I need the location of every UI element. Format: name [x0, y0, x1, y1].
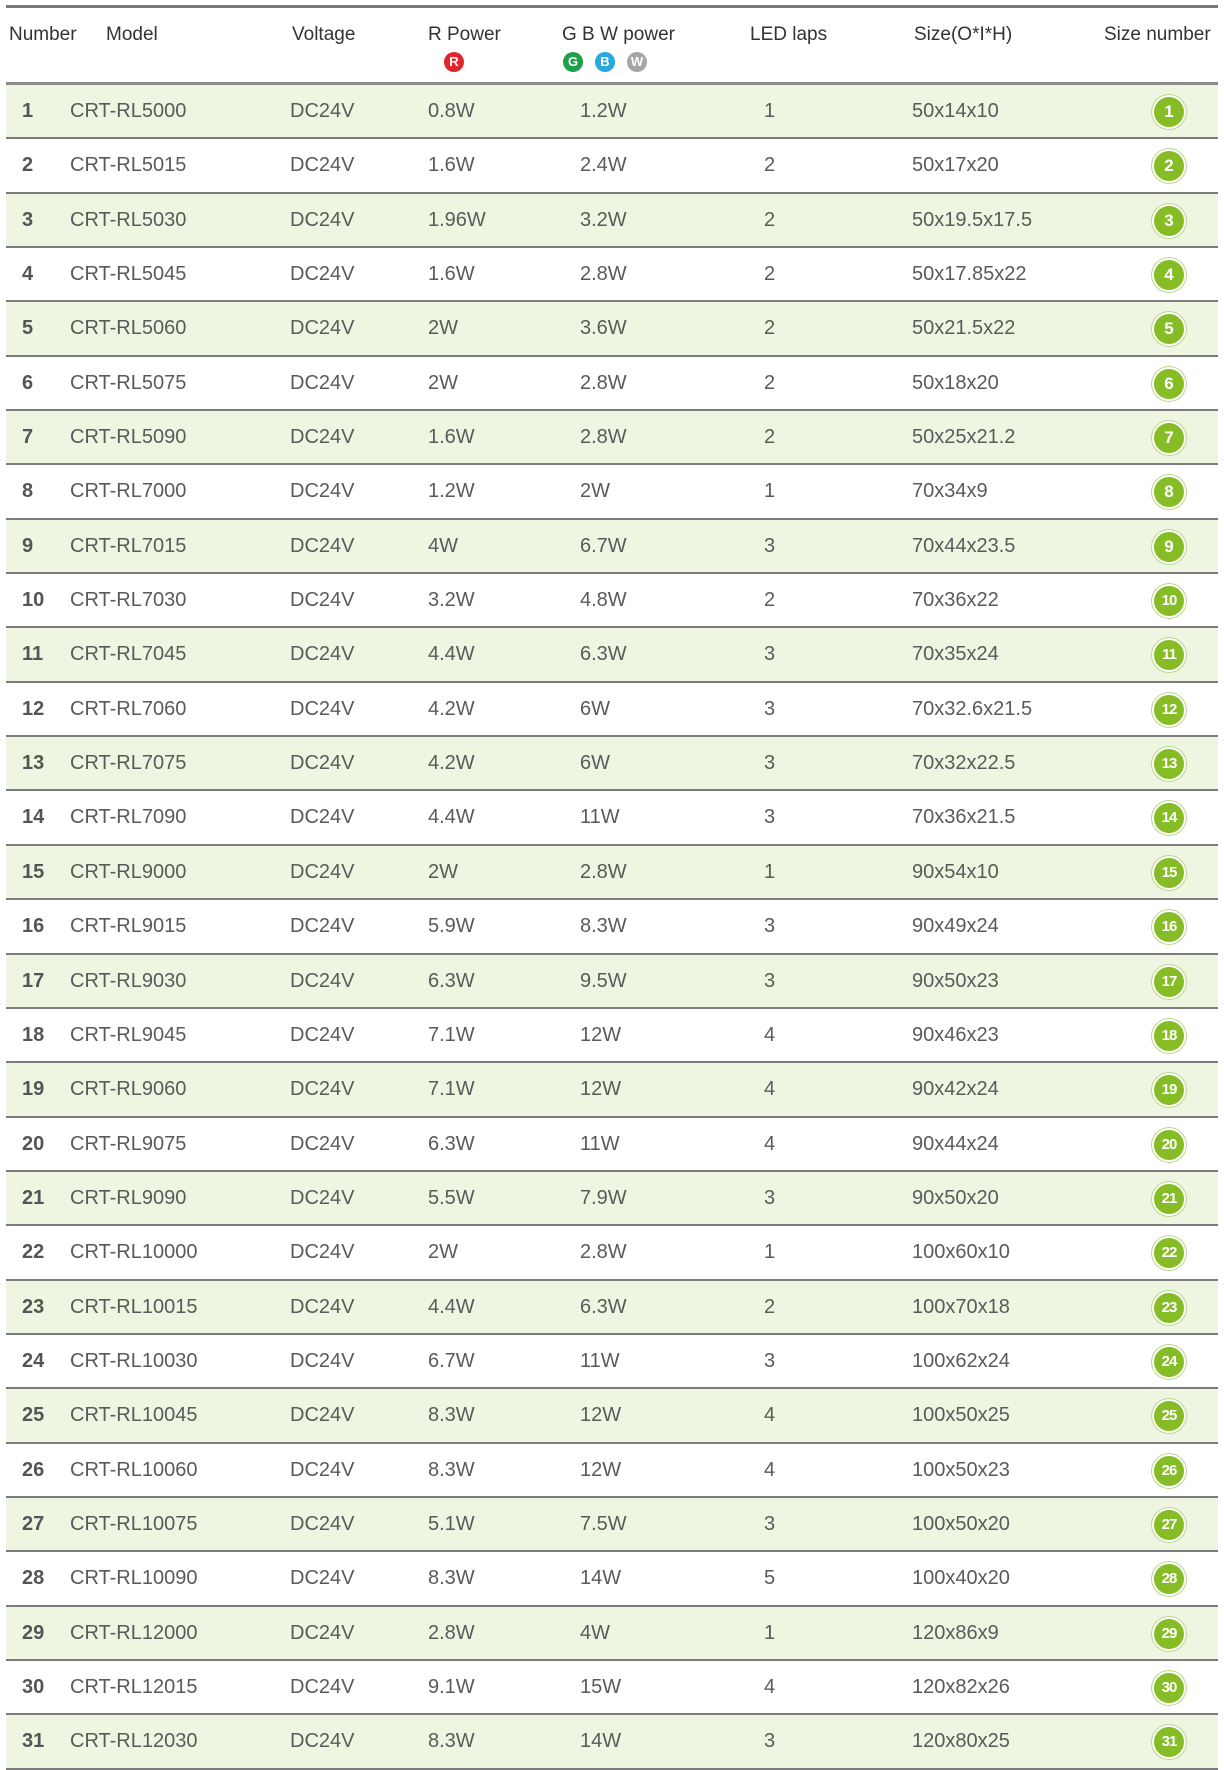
size-number-badge: 12: [1154, 695, 1184, 725]
row-model: CRT-RL10015: [70, 1295, 198, 1318]
row-led-laps: 3: [764, 643, 776, 666]
row-number: 22: [22, 1241, 45, 1264]
row-size: 70x35x24: [912, 643, 999, 666]
table-row: [6, 1226, 1218, 1280]
size-number-badge: 6: [1154, 369, 1184, 399]
size-number-badge: 8: [1154, 477, 1184, 507]
row-led-laps: 2: [764, 371, 776, 394]
table-row: [6, 1118, 1218, 1172]
blue-led-icon: B: [595, 52, 615, 72]
row-model: CRT-RL10060: [70, 1458, 198, 1481]
red-led-icon: R: [444, 52, 464, 72]
size-number-badge: 11: [1154, 640, 1184, 670]
row-size: 70x36x21.5: [912, 806, 1016, 829]
row-model: CRT-RL10045: [70, 1404, 198, 1427]
table-row: [6, 900, 1218, 954]
row-size: 100x62x24: [912, 1349, 1010, 1372]
row-gbw-power: 11W: [580, 1349, 620, 1372]
row-gbw-power: 6.3W: [580, 1295, 627, 1318]
row-model: CRT-RL10030: [70, 1349, 198, 1372]
row-voltage: DC24V: [290, 697, 355, 720]
table-row: [6, 574, 1218, 628]
row-led-laps: 4: [764, 1458, 776, 1481]
row-size: 70x36x22: [912, 589, 999, 612]
row-voltage: DC24V: [290, 1512, 355, 1535]
row-model: CRT-RL9060: [70, 1078, 187, 1101]
row-gbw-power: 2.8W: [580, 371, 627, 394]
header-gbw-power: G B W power: [562, 24, 675, 45]
row-number: 10: [22, 589, 45, 612]
row-gbw-power: 11W: [580, 1132, 620, 1155]
row-r-power: 3.2W: [428, 589, 475, 612]
row-led-laps: 4: [764, 1404, 776, 1427]
size-number-badge: 30: [1154, 1673, 1184, 1703]
row-r-power: 8.3W: [428, 1730, 475, 1753]
row-r-power: 7.1W: [428, 1078, 475, 1101]
row-voltage: DC24V: [290, 860, 355, 883]
size-number-badge: 29: [1154, 1619, 1184, 1649]
row-led-laps: 3: [764, 1186, 776, 1209]
size-number-badge: 27: [1154, 1510, 1184, 1540]
row-size: 50x17x20: [912, 154, 999, 177]
row-r-power: 1.6W: [428, 263, 475, 286]
row-gbw-power: 2.8W: [580, 426, 627, 449]
row-number: 6: [22, 371, 34, 394]
row-led-laps: 2: [764, 426, 776, 449]
table-row: [6, 1552, 1218, 1606]
row-size: 90x46x23: [912, 1023, 999, 1046]
table-row: [6, 302, 1218, 356]
row-r-power: 2W: [428, 860, 458, 883]
table-row: [6, 683, 1218, 737]
size-number-badge: 4: [1154, 260, 1184, 290]
row-model: CRT-RL9030: [70, 969, 187, 992]
row-voltage: DC24V: [290, 1730, 355, 1753]
size-number-badge: 24: [1154, 1347, 1184, 1377]
row-size: 50x17.85x22: [912, 263, 1027, 286]
row-number: 17: [22, 969, 45, 992]
row-voltage: DC24V: [290, 534, 355, 557]
row-voltage: DC24V: [290, 1404, 355, 1427]
row-gbw-power: 9.5W: [580, 969, 627, 992]
row-r-power: 1.96W: [428, 208, 486, 231]
size-number-badge: 10: [1154, 586, 1184, 616]
row-model: CRT-RL9090: [70, 1186, 187, 1209]
row-size: 90x50x20: [912, 1186, 999, 1209]
row-number: 2: [22, 154, 34, 177]
row-r-power: 8.3W: [428, 1458, 475, 1481]
row-r-power: 0.8W: [428, 100, 475, 122]
row-voltage: DC24V: [290, 969, 355, 992]
table-row: [6, 1281, 1218, 1335]
table-row: [6, 1009, 1218, 1063]
row-model: CRT-RL5015: [70, 154, 187, 177]
row-led-laps: 2: [764, 154, 776, 177]
row-led-laps: 3: [764, 534, 776, 557]
row-model: CRT-RL5075: [70, 371, 187, 394]
row-voltage: DC24V: [290, 643, 355, 666]
row-led-laps: 1: [764, 100, 776, 122]
row-led-laps: 1: [764, 860, 776, 883]
size-number-badge: 23: [1154, 1293, 1184, 1323]
row-r-power: 7.1W: [428, 1023, 475, 1046]
row-led-laps: 3: [764, 697, 776, 720]
row-gbw-power: 3.6W: [580, 317, 627, 340]
row-gbw-power: 14W: [580, 1730, 622, 1753]
row-size: 90x54x10: [912, 860, 999, 883]
row-number: 14: [22, 806, 45, 829]
row-gbw-power: 2.8W: [580, 263, 627, 286]
size-number-badge: 14: [1154, 803, 1184, 833]
row-size: 100x60x10: [912, 1241, 1010, 1264]
row-voltage: DC24V: [290, 1132, 355, 1155]
header-model: Model: [106, 24, 158, 45]
header-size: Size(O*I*H): [914, 24, 1013, 45]
row-gbw-power: 2.8W: [580, 860, 627, 883]
table-row: [6, 1335, 1218, 1389]
row-size: 50x21.5x22: [912, 317, 1016, 340]
table-row: [6, 791, 1218, 845]
row-r-power: 2W: [428, 1241, 458, 1264]
row-voltage: DC24V: [290, 1078, 355, 1101]
row-r-power: 2W: [428, 371, 458, 394]
row-voltage: DC24V: [290, 480, 355, 503]
row-number: 20: [22, 1132, 45, 1155]
row-led-laps: 2: [764, 589, 776, 612]
row-model: CRT-RL9075: [70, 1132, 187, 1155]
row-r-power: 5.1W: [428, 1512, 475, 1535]
row-model: CRT-RL5045: [70, 263, 187, 286]
row-gbw-power: 2W: [580, 480, 610, 503]
row-voltage: DC24V: [290, 806, 355, 829]
row-gbw-power: 7.9W: [580, 1186, 627, 1209]
row-r-power: 1.6W: [428, 154, 475, 177]
row-led-laps: 1: [764, 480, 776, 503]
row-size: 50x19.5x17.5: [912, 208, 1033, 231]
table-row: [6, 520, 1218, 574]
white-led-icon: W: [627, 52, 647, 72]
row-r-power: 5.5W: [428, 1186, 475, 1209]
size-number-badge: 20: [1154, 1130, 1184, 1160]
table-row: [6, 85, 1218, 139]
row-r-power: 2W: [428, 317, 458, 340]
row-led-laps: 3: [764, 915, 776, 938]
row-r-power: 4.4W: [428, 643, 475, 666]
row-gbw-power: 12W: [580, 1458, 622, 1481]
row-led-laps: 3: [764, 969, 776, 992]
row-size: 70x44x23.5: [912, 534, 1016, 557]
row-r-power: 6.3W: [428, 1132, 475, 1155]
size-number-badge: 9: [1154, 532, 1184, 562]
row-size: 50x25x21.2: [912, 426, 1016, 449]
row-led-laps: 2: [764, 263, 776, 286]
row-size: 90x42x24: [912, 1078, 999, 1101]
size-number-badge: 21: [1154, 1184, 1184, 1214]
row-gbw-power: 6W: [580, 697, 610, 720]
row-gbw-power: 11W: [580, 806, 620, 829]
row-model: CRT-RL10090: [70, 1567, 198, 1590]
size-number-badge: 19: [1154, 1075, 1184, 1105]
row-gbw-power: 4W: [580, 1621, 610, 1644]
row-number: 21: [22, 1186, 45, 1209]
row-led-laps: 3: [764, 1512, 776, 1535]
table-row: [6, 1715, 1218, 1769]
row-size: 120x82x26: [912, 1675, 1010, 1698]
row-gbw-power: 2.8W: [580, 1241, 627, 1264]
header-size-number: Size number: [1104, 24, 1211, 45]
row-voltage: DC24V: [290, 426, 355, 449]
table-row: [6, 1063, 1218, 1117]
row-model: CRT-RL9045: [70, 1023, 187, 1046]
row-size: 100x70x18: [912, 1295, 1010, 1318]
row-led-laps: 2: [764, 317, 776, 340]
row-voltage: DC24V: [290, 263, 355, 286]
table-body: [6, 85, 1218, 1770]
table-row: [6, 1498, 1218, 1552]
row-model: CRT-RL12015: [70, 1675, 198, 1698]
row-number: 7: [22, 426, 34, 449]
table-row: [6, 248, 1218, 302]
table-row: [6, 194, 1218, 248]
table-row: [6, 846, 1218, 900]
row-number: 19: [22, 1078, 45, 1101]
row-r-power: 6.3W: [428, 969, 475, 992]
row-voltage: DC24V: [290, 1241, 355, 1264]
row-r-power: 6.7W: [428, 1349, 475, 1372]
row-led-laps: 2: [764, 1295, 776, 1318]
row-voltage: DC24V: [290, 371, 355, 394]
header-r-power: R Power: [428, 24, 501, 45]
row-r-power: 1.2W: [428, 480, 475, 503]
header-number: Number: [9, 24, 77, 45]
row-number: 25: [22, 1404, 45, 1427]
row-number: 27: [22, 1512, 45, 1535]
row-number: 24: [22, 1349, 45, 1372]
row-led-laps: 1: [764, 1241, 776, 1264]
row-number: 26: [22, 1458, 45, 1481]
row-voltage: DC24V: [290, 100, 355, 122]
size-number-badge: 13: [1154, 749, 1184, 779]
row-size: 120x86x9: [912, 1621, 999, 1644]
row-model: CRT-RL7000: [70, 480, 187, 503]
row-number: 18: [22, 1023, 45, 1046]
size-number-badge: 3: [1154, 206, 1184, 236]
table-row: [6, 411, 1218, 465]
row-r-power: 1.6W: [428, 426, 475, 449]
size-number-badge: 18: [1154, 1021, 1184, 1051]
size-number-badge: 1: [1154, 97, 1184, 127]
row-voltage: DC24V: [290, 589, 355, 612]
row-number: 12: [22, 697, 45, 720]
row-number: 3: [22, 208, 34, 231]
size-number-badge: 26: [1154, 1456, 1184, 1486]
row-model: CRT-RL7060: [70, 697, 187, 720]
row-model: CRT-RL5000: [70, 100, 187, 122]
size-number-badge: 22: [1154, 1238, 1184, 1268]
size-number-badge: 7: [1154, 423, 1184, 453]
row-gbw-power: 14W: [580, 1567, 622, 1590]
row-model: CRT-RL9000: [70, 860, 187, 883]
row-size: 100x50x25: [912, 1404, 1010, 1427]
row-number: 15: [22, 860, 45, 883]
row-voltage: DC24V: [290, 1458, 355, 1481]
row-gbw-power: 12W: [580, 1023, 622, 1046]
table-row: [6, 465, 1218, 519]
size-number-badge: 15: [1154, 858, 1184, 888]
row-r-power: 4.2W: [428, 752, 475, 775]
row-voltage: DC24V: [290, 1567, 355, 1590]
row-led-laps: 4: [764, 1023, 776, 1046]
row-gbw-power: 3.2W: [580, 208, 627, 231]
row-number: 9: [22, 534, 34, 557]
row-model: CRT-RL7045: [70, 643, 187, 666]
row-number: 23: [22, 1295, 45, 1318]
row-number: 28: [22, 1567, 45, 1590]
table-row: [6, 628, 1218, 682]
row-voltage: DC24V: [290, 1295, 355, 1318]
row-voltage: DC24V: [290, 1023, 355, 1046]
row-model: CRT-RL12000: [70, 1621, 198, 1644]
row-voltage: DC24V: [290, 1349, 355, 1372]
row-gbw-power: 12W: [580, 1078, 622, 1101]
row-size: 70x32x22.5: [912, 752, 1016, 775]
row-r-power: 8.3W: [428, 1567, 475, 1590]
header-led-laps: LED laps: [750, 24, 828, 45]
size-number-badge: 5: [1154, 314, 1184, 344]
row-voltage: DC24V: [290, 915, 355, 938]
table-row: [6, 1172, 1218, 1226]
row-size: 90x49x24: [912, 915, 999, 938]
row-number: 29: [22, 1621, 45, 1644]
size-number-badge: 17: [1154, 967, 1184, 997]
green-led-icon: G: [563, 52, 583, 72]
row-gbw-power: 1.2W: [580, 100, 627, 122]
row-gbw-power: 6W: [580, 752, 610, 775]
table-row: [6, 1661, 1218, 1715]
row-model: CRT-RL7015: [70, 534, 187, 557]
table-row: [6, 1607, 1218, 1661]
row-voltage: DC24V: [290, 1621, 355, 1644]
row-size: 50x18x20: [912, 371, 999, 394]
row-voltage: DC24V: [290, 1186, 355, 1209]
table-row: [6, 1444, 1218, 1498]
row-r-power: 8.3W: [428, 1404, 475, 1427]
row-model: CRT-RL7030: [70, 589, 187, 612]
row-voltage: DC24V: [290, 752, 355, 775]
row-size: 120x80x25: [912, 1730, 1010, 1753]
row-size: 100x50x23: [912, 1458, 1010, 1481]
row-led-laps: 4: [764, 1132, 776, 1155]
row-model: CRT-RL9015: [70, 915, 187, 938]
table-row: [6, 1389, 1218, 1443]
row-number: 31: [22, 1730, 45, 1753]
row-gbw-power: 4.8W: [580, 589, 627, 612]
row-number: 30: [22, 1675, 45, 1698]
row-model: CRT-RL5060: [70, 317, 187, 340]
row-r-power: 4.2W: [428, 697, 475, 720]
row-r-power: 4W: [428, 534, 458, 557]
row-led-laps: 4: [764, 1675, 776, 1698]
row-led-laps: 3: [764, 1730, 776, 1753]
row-size: 90x44x24: [912, 1132, 999, 1155]
row-gbw-power: 6.3W: [580, 643, 627, 666]
row-r-power: 4.4W: [428, 1295, 475, 1318]
row-gbw-power: 15W: [580, 1675, 622, 1698]
row-voltage: DC24V: [290, 317, 355, 340]
row-gbw-power: 8.3W: [580, 915, 627, 938]
row-led-laps: 3: [764, 1349, 776, 1372]
row-r-power: 2.8W: [428, 1621, 475, 1644]
row-led-laps: 1: [764, 1621, 776, 1644]
row-voltage: DC24V: [290, 1675, 355, 1698]
row-number: 11: [22, 643, 44, 666]
row-size: 100x50x20: [912, 1512, 1010, 1535]
row-number: 1: [22, 100, 34, 122]
row-r-power: 5.9W: [428, 915, 475, 938]
row-number: 13: [22, 752, 45, 775]
table-row: [6, 737, 1218, 791]
row-size: 70x32.6x21.5: [912, 697, 1033, 720]
size-number-badge: 25: [1154, 1401, 1184, 1431]
row-number: 16: [22, 915, 45, 938]
size-number-badge: 16: [1154, 912, 1184, 942]
size-number-badge: 28: [1154, 1564, 1184, 1594]
table-row: [6, 139, 1218, 193]
row-r-power: 9.1W: [428, 1675, 475, 1698]
table-header: [0, 8, 1224, 83]
row-led-laps: 2: [764, 208, 776, 231]
row-gbw-power: 12W: [580, 1404, 622, 1427]
row-model: CRT-RL10000: [70, 1241, 198, 1264]
row-model: CRT-RL7075: [70, 752, 187, 775]
row-led-laps: 4: [764, 1078, 776, 1101]
row-model: CRT-RL5030: [70, 208, 187, 231]
row-voltage: DC24V: [290, 208, 355, 231]
row-gbw-power: 7.5W: [580, 1512, 627, 1535]
row-led-laps: 3: [764, 806, 776, 829]
table-row: [6, 955, 1218, 1009]
row-model: CRT-RL5090: [70, 426, 187, 449]
row-number: 4: [22, 263, 34, 286]
row-number: 5: [22, 317, 34, 340]
row-model: CRT-RL12030: [70, 1730, 198, 1753]
row-gbw-power: 6.7W: [580, 534, 627, 557]
row-size: 90x50x23: [912, 969, 999, 992]
row-size: 70x34x9: [912, 480, 988, 503]
row-number: 8: [22, 480, 34, 503]
row-led-laps: 5: [764, 1567, 776, 1590]
row-size: 100x40x20: [912, 1567, 1010, 1590]
size-number-badge: 31: [1154, 1727, 1184, 1757]
row-voltage: DC24V: [290, 154, 355, 177]
row-r-power: 4.4W: [428, 806, 475, 829]
header-voltage: Voltage: [292, 24, 356, 45]
size-number-badge: 2: [1154, 151, 1184, 181]
row-gbw-power: 2.4W: [580, 154, 627, 177]
row-model: CRT-RL10075: [70, 1512, 198, 1535]
table-row: [6, 357, 1218, 411]
row-model: CRT-RL7090: [70, 806, 187, 829]
row-led-laps: 3: [764, 752, 776, 775]
row-size: 50x14x10: [912, 100, 999, 122]
